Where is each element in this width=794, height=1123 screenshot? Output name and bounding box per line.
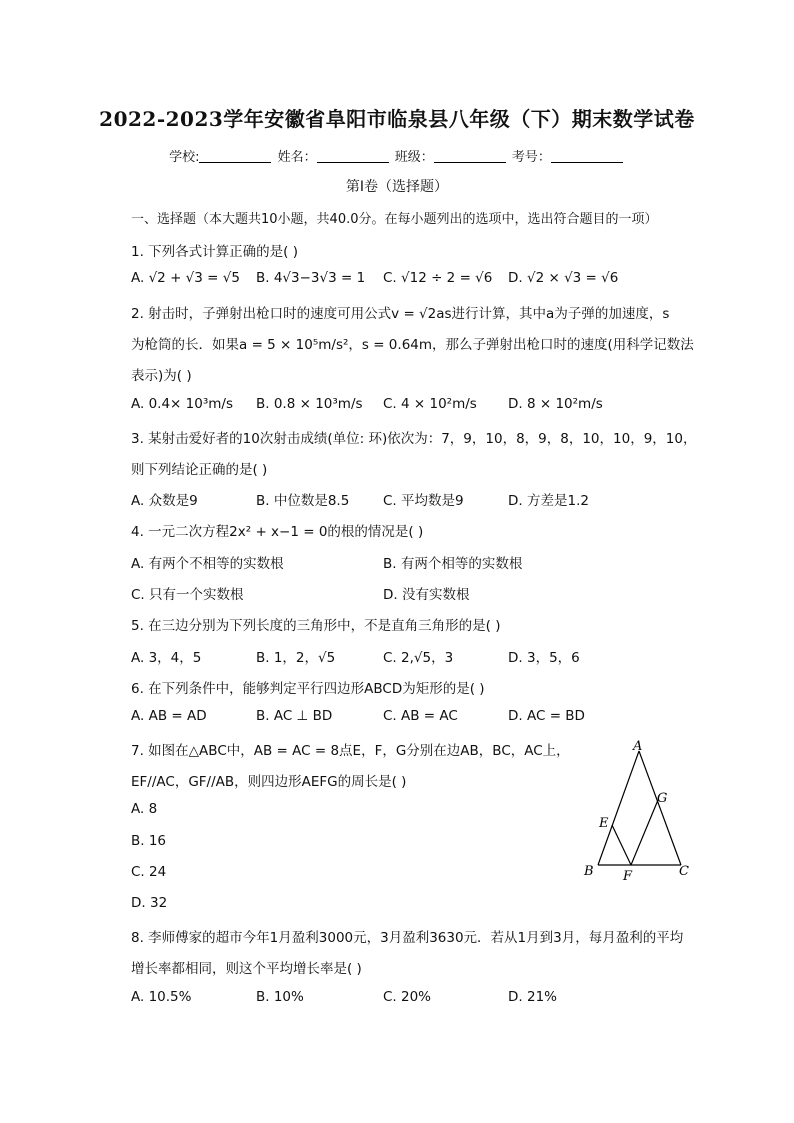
question-1-stem: 1. 下列各式计算正确的是( ) [131, 244, 298, 260]
question-5-stem: 5. 在三边分别为下列长度的三角形中，不是直角三角形的是( ) [131, 618, 501, 634]
question-5-option-b: B. 1，2，√5 [256, 650, 336, 666]
section-heading: 一、选择题（本大题共10小题，共40.0分。在每小题列出的选项中，选出符合题目的一项） [131, 212, 658, 227]
question-2-option-a: A. 0.4× 10³m/s [131, 396, 233, 412]
class-label: 班级： [394, 150, 434, 165]
question-7-line-2: EF//AC，GF//AB，则四边形AEFG的周长是( ) [131, 774, 407, 790]
question-8-option-b: B. 10% [256, 989, 304, 1005]
point-f-label: F [623, 869, 633, 884]
question-6-option-a: A. AB = AD [131, 708, 207, 724]
question-8-line-2: 增长率都相同，则这个平均增长率是( ) [131, 961, 362, 977]
segment-fg [631, 800, 658, 865]
class-blank [434, 148, 506, 163]
question-4-option-d: D. 没有实数根 [383, 587, 470, 603]
question-7-option-a: A. 8 [131, 801, 158, 817]
name-blank [317, 148, 389, 163]
question-6-option-b: B. AC ⊥ BD [256, 708, 333, 724]
question-5-option-c: C. 2,√5，3 [383, 650, 454, 666]
segment-ef [612, 825, 631, 865]
question-7-option-b: B. 16 [131, 833, 167, 849]
point-g-label: G [657, 791, 668, 806]
triangle-figure [575, 735, 700, 885]
question-7-option-c: C. 24 [131, 864, 167, 880]
volume-heading: 第I卷（选择题） [345, 179, 449, 195]
question-6-option-c: C. AB = AC [383, 708, 458, 724]
question-6-option-d: D. AC = BD [508, 708, 585, 724]
id-blank [551, 148, 623, 163]
question-8-option-a: A. 10.5% [131, 989, 192, 1005]
school-blank [199, 148, 271, 163]
question-3-option-d: D. 方差是1.2 [508, 493, 589, 509]
question-5-option-a: A. 3，4，5 [131, 650, 202, 666]
question-7-line-1: 7. 如图在△ABC中，AB = AC = 8点E，F，G分别在边AB，BC，AC上， [131, 743, 570, 759]
student-info-line [0, 146, 794, 165]
point-e-label: E [599, 816, 609, 831]
vertex-c-label: C [679, 864, 689, 879]
question-7-option-d: D. 32 [131, 895, 168, 911]
question-2-option-c: C. 4 × 10²m/s [383, 396, 477, 412]
question-2-option-b: B. 0.8 × 10³m/s [256, 396, 363, 412]
name-label: 姓名： [277, 150, 317, 165]
question-4-option-a: A. 有两个不相等的实数根 [131, 556, 284, 572]
question-3-option-c: C. 平均数是9 [383, 493, 464, 509]
question-3-option-b: B. 中位数是8.5 [256, 493, 350, 509]
question-8-line-1: 8. 李师傅家的超市今年1月盈利3000元，3月盈利3630元．若从1月到3月，每月盈利的平均 [131, 930, 684, 946]
question-1-option-d: D. √2 × √3 = √6 [508, 270, 619, 286]
question-3-line-1: 3. 某射击爱好者的10次射击成绩(单位: 环)依次为：7，9，10，8，9，8，10，10，9，10， [131, 431, 697, 447]
question-4-option-c: C. 只有一个实数根 [131, 587, 244, 603]
question-1-option-b: B. 4√3−3√3 = 1 [256, 270, 366, 286]
id-label: 考号： [511, 150, 551, 165]
question-8-option-c: C. 20% [383, 989, 432, 1005]
vertex-b-label: B [584, 864, 594, 879]
question-2-line-2: 为枪筒的长．如果a = 5 × 10⁵m/s²，s = 0.64m，那么子弹射出枪口时的速度(用科学记数法 [131, 337, 694, 353]
question-6-stem: 6. 在下列条件中，能够判定平行四边形ABCD为矩形的是( ) [131, 681, 485, 697]
question-4-stem: 4. 一元二次方程2x² + x−1 = 0的根的情况是( ) [131, 524, 424, 540]
question-4-option-b: B. 有两个相等的实数根 [383, 556, 523, 572]
question-1-option-c: C. √12 ÷ 2 = √6 [383, 270, 493, 286]
page-title: 2022-2023学年安徽省阜阳市临泉县八年级（下）期末数学试卷 [99, 107, 695, 131]
question-8-option-d: D. 21% [508, 989, 557, 1005]
question-2-option-d: D. 8 × 10²m/s [508, 396, 603, 412]
question-2-line-1: 2. 射击时，子弹射出枪口时的速度可用公式v = √2as进行计算，其中a为子弹的加速度，s [131, 306, 670, 322]
vertex-a-label: A [633, 739, 643, 754]
question-3-option-a: A. 众数是9 [131, 493, 198, 509]
question-3-line-2: 则下列结论正确的是( ) [131, 462, 268, 478]
school-label: 学校: [169, 150, 200, 165]
side-ab [598, 751, 639, 865]
side-ac [639, 751, 681, 865]
question-5-option-d: D. 3，5，6 [508, 650, 580, 666]
question-1-option-a: A. √2 + √3 = √5 [131, 270, 240, 286]
question-2-line-3: 表示)为( ) [131, 368, 192, 384]
